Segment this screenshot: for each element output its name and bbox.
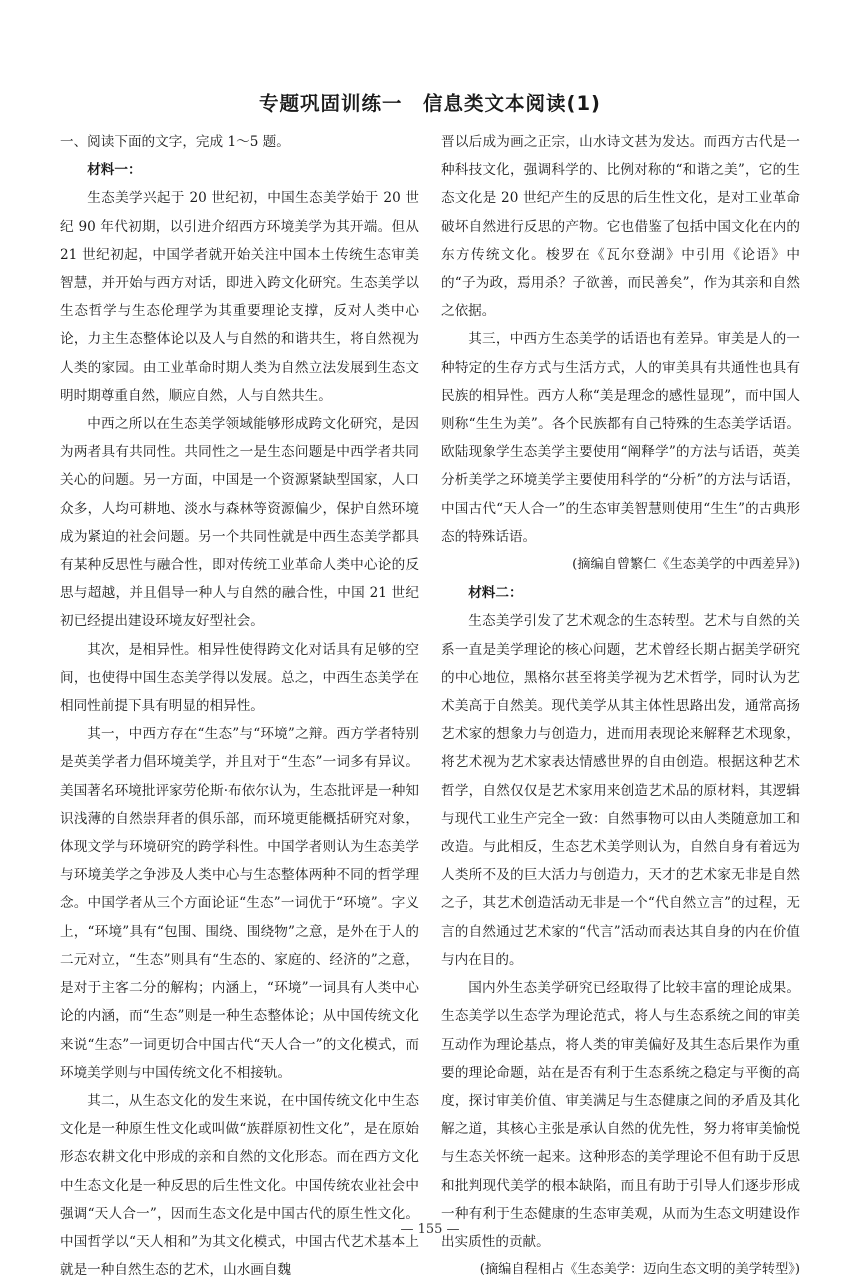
source-citation: (摘编自程相占《生态美学：迈向生态文明的美学转型》) bbox=[479, 1262, 800, 1278]
paragraph: 其一，中西方存在“生态”与“环境”之辩。西方学者特别是英美学者力倡环境美学，并且对于“生态”一词多有异议。美国著名环境批评家劳伦斯·布依尔认为，生态批评是一种知识浅薄的自然崇拜者的俱乐部，而环境更能概括研究对象，体现文学与环境研究的跨学科性。中国学者则认为生态美学与环境美学之争涉及人类中心与生态整体两种不同的哲学理念。中国学者从三个方面论证“生态”一词优于“环境”。字义上，“环境”具有“包围、围绕、围绕物”之意，是外在于人的二元对立，“生态”则具有“生态的、家庭的、经济的”之意，是对于主客二分的解构；内涵上，“环境”一词具有人类中心论的内涵，而“生态”则是一种生态整体论；从中国传统文化来说“生态”一词更切合中国古代“天人合一”的文化模式，而环境美学则与中国传统文化不相接轨。 bbox=[60, 726, 419, 1081]
source-citation: (摘编自曾繁仁《生态美学的中西差异》) bbox=[572, 557, 800, 573]
material-two-heading: 材料二： bbox=[468, 585, 523, 602]
page-title: 专题巩固训练一 信息类文本阅读(1) bbox=[259, 92, 601, 115]
right-column bbox=[441, 128, 800, 1284]
paragraph: 其二，从生态文化的发生来说，在中国传统文化中生态文化是一种原生性文化或叫做“族群原初性文化”，是在原始形态农耕文化中形成的亲和自然的文化形态。而在西方文化中生态文化是一种反思的后生性文化。中国传统农业社会中强调“天人合一”，因而生态文化是中国古代的原生性文化。中国哲学以“天人相和”为其文化模式，中国古代艺术基本上就是一种自然生态的艺术，山水画自魏 bbox=[60, 1092, 419, 1279]
left-column bbox=[60, 128, 419, 1284]
paragraph: 生态美学兴起于 20 世纪初，中国生态美学始于 20 世纪 90 年代初期，以引进介绍西方环境美学为其开端。但从21 世纪初起，中国学者就开始关注中国本土传统生态审美智慧，并开始与西方对话，即进入跨文化研究。生态美学以生态哲学与生态伦理学为其重要理论支撑，反对人类中心论，力主生态整体论以及人与自然的和谐共生，将自然视为人类的家园。由工业革命时期人类为自然立法发展到生态文明时期尊重自然，顺应自然，人与自然共生。 bbox=[60, 190, 419, 404]
paragraph-continued: 晋以后成为画之正宗，山水诗文甚为发达。而西方古代是一种科技文化，强调科学的、比例对称的“和谐之美”，它的生态文化是 20 世纪产生的反思的后生性文化，是对工业革命破坏自然进行反思的产物。它也借鉴了包括中国文化在内的东方传统文化。梭罗在《瓦尔登湖》中引用《论语》中的“子为政，焉用杀？子欲善，而民善矣”，作为其亲和自然之依据。 bbox=[441, 134, 800, 320]
paragraph: 国内外生态美学研究已经取得了比较丰富的理论成果。生态美学以生态学为理论范式，将人与生态系统之间的审美互动作为理论基点，将人类的审美偏好及其生态后果作为重要的理论命题，站在是否有利于生态系统之稳定与平衡的高度，探讨审美价值、审美满足与生态健康之间的矛盾及其化解之道，其核心主张是承认自然的优先性，努力将审美愉悦与生态关怀统一起来。这种形态的美学理论不但有助于反思和批判现代美学的根本缺陷，而且有助于引导人们逐步形成一种有利于生态健康的生态审美观，从而为生态文明建设作出实质性的贡献。 bbox=[441, 980, 800, 1250]
material-one-heading: 材料一： bbox=[87, 162, 142, 179]
paragraph: 其三，中西方生态美学的话语也有差异。审美是人的一种特定的生存方式与生活方式，人的审美具有共通性也具有民族的相异性。西方人称“美是理念的感性显现”，而中国人则称“生生为美”。各个民族都有自己特殊的生态美学话语。欧陆现象学生态美学主要使用“阐释学”的方法与话语，英美分析美学之环境美学主要使用科学的“分析”的方法与话语，中国古代“天人合一”的生态审美智慧则使用“生生”的古典形态的特殊话语。 bbox=[441, 331, 800, 545]
paragraph: 其次，是相异性。相异性使得跨文化对话具有足够的空间，也使得中国生态美学得以发展。总之，中西生态美学在相同性前提下具有明显的相异性。 bbox=[60, 641, 419, 715]
paragraph: 生态美学引发了艺术观念的生态转型。艺术与自然的关系一直是美学理论的核心问题，艺术曾经长期占据美学研究的中心地位，黑格尔甚至将美学视为艺术哲学，同时认为艺术美高于自然美。现代美学从其主体性思路出发，通常高扬艺术家的想象力与创造力，进而用表现论来解释艺术现象，将艺术视为艺术家表达情感世界的自由创造。根据这种艺术哲学，自然仅仅是艺术家用来创造艺术品的原材料，其逻辑与现代工业生产完全一致：自然事物可以由人类随意加工和改造。与此相反，生态艺术美学则认为，自然自身有着远为人类所不及的巨大活力与创造力，天才的艺术家无非是自然之子，其艺术创造活动无非是一个“代自然立言”的过程，无言的自然通过艺术家的“代言”活动而表达其自身的内在价值与内在目的。 bbox=[441, 613, 800, 968]
question-instruction: 一、阅读下面的文字，完成 1～5 题。 bbox=[60, 134, 290, 150]
page-number: — 155 — bbox=[400, 1222, 460, 1237]
paragraph: 中西之所以在生态美学领域能够形成跨文化研究，是因为两者具有共同性。共同性之一是生态问题是中西学者共同关心的问题。另一方面，中国是一个资源紧缺型国家，人口众多，人均可耕地、淡水与森林等资源偏少，保护自然环境成为紧迫的社会问题。另一个共同性就是中西生态美学都具有某种反思性与融合性，即对传统工业革命人类中心论的反思与超越，并且倡导一种人与自然的融合性，中国 21 世纪初已经提出建设环境友好型社会。 bbox=[60, 416, 419, 630]
